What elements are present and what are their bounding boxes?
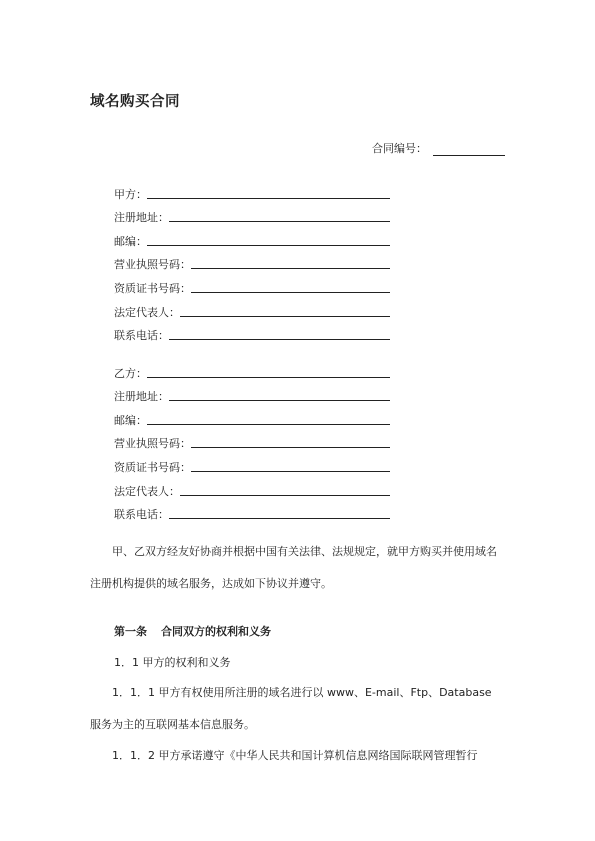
field-blank[interactable] <box>191 437 390 448</box>
party-a-phone-field <box>114 320 390 344</box>
field-label: 营业执照号码： <box>114 258 191 272</box>
party-a-address-field <box>114 202 390 226</box>
article-1-title: 合同双方的权利和义务 <box>161 625 271 638</box>
section-1-1-1: 1．1．1 甲方有权使用所注册的域名进行以 www、E-mail、Ftp、Database 服务为主的互联网基本信息服务。 <box>90 686 492 731</box>
field-blank[interactable] <box>169 390 390 401</box>
field-label: 法定代表人： <box>114 484 180 498</box>
party-b-name-field <box>114 357 390 381</box>
field-label: 注册地址： <box>114 390 169 404</box>
party-a-name-field <box>114 178 390 202</box>
field-blank[interactable] <box>147 367 390 378</box>
party-b-phone-field <box>114 499 390 523</box>
field-blank[interactable] <box>147 414 390 425</box>
field-blank[interactable] <box>147 188 390 199</box>
field-blank[interactable] <box>191 282 390 293</box>
field-blank[interactable] <box>180 306 390 317</box>
party-a-representative-field <box>114 296 390 320</box>
party-a-license-field <box>114 249 390 273</box>
field-label: 注册地址： <box>114 211 169 225</box>
party-b-license-field <box>114 428 390 452</box>
party-b-postcode-field <box>114 404 390 428</box>
field-label: 邮编： <box>114 413 147 427</box>
article-1-number: 第一条 <box>114 625 147 638</box>
field-label: 营业执照号码： <box>114 437 191 451</box>
field-blank[interactable] <box>191 461 390 472</box>
field-label: 法定代表人： <box>114 305 180 319</box>
field-label: 甲方： <box>114 187 147 201</box>
field-label: 联系电话： <box>114 508 169 522</box>
field-label: 资质证书号码： <box>114 460 191 474</box>
document-title: 域名购买合同 <box>90 94 180 110</box>
field-blank[interactable] <box>169 329 390 340</box>
field-blank[interactable] <box>180 485 390 496</box>
party-a-postcode-field <box>114 225 390 249</box>
contract-number <box>372 140 505 156</box>
party-b-address-field <box>114 381 390 405</box>
contract-number-input[interactable] <box>433 143 505 156</box>
section-1-1-2: 1．1．2 甲方承诺遵守《中华人民共和国计算机信息网络国际联网管理暂行 <box>112 749 478 762</box>
section-1-1: 1．1 甲方的权利和义务 <box>114 656 231 669</box>
party-a-section <box>114 178 390 343</box>
field-blank[interactable] <box>169 211 390 222</box>
field-label: 联系电话： <box>114 329 169 343</box>
field-label: 邮编： <box>114 234 147 248</box>
party-b-representative-field <box>114 475 390 499</box>
party-b-section <box>114 357 390 522</box>
field-label: 资质证书号码： <box>114 281 191 295</box>
field-blank[interactable] <box>147 235 390 246</box>
field-blank[interactable] <box>191 258 390 269</box>
field-blank[interactable] <box>169 508 390 519</box>
article-1-heading <box>114 623 271 639</box>
party-a-certificate-field <box>114 272 390 296</box>
party-b-certificate-field <box>114 451 390 475</box>
field-label: 乙方： <box>114 366 147 380</box>
contract-number-label: 合同编号： <box>372 142 427 155</box>
intro-paragraph: 甲、乙双方经友好协商并根据中国有关法律、法规规定，就甲方购买并使用域名注册机构提供的域名服务，达成如下协议并遵守。 <box>90 545 497 590</box>
